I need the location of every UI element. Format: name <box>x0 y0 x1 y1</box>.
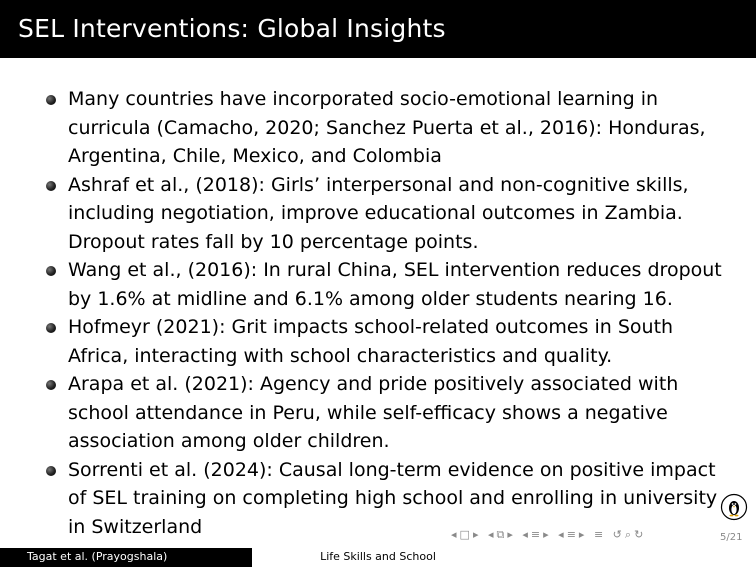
bullet-icon <box>46 95 56 105</box>
penguin-icon <box>720 493 748 521</box>
nav-doc-icon[interactable]: ≡ <box>566 528 579 541</box>
footer-author: Tagat et al. (Prayogshala) <box>0 548 252 567</box>
bullet-text: Ashraf et al., (2018): Girls’ interpersonal and non-cognitive skills, including negotiation, improve educational outcomes in Zambia. Dropout rates fall by 10 percentage points. <box>68 173 689 253</box>
nav-subsection-prev-icon[interactable]: ◂ <box>487 528 497 541</box>
nav-section-prev-icon[interactable]: ◂ <box>522 528 531 541</box>
nav-doc-prev-icon[interactable]: ◂ <box>558 528 567 541</box>
footer <box>0 548 756 567</box>
bullet-icon <box>46 466 56 476</box>
bullet-text: Many countries have incorporated socio-emotional learning in curricula (Camacho, 2020; Sanchez Puerta et al., 2016): Honduras, Argentina, Chile, Mexico, and Colombia <box>68 88 706 167</box>
bullet-text: Sorrenti et al. (2024): Causal long-term evidence on positive impact of SEL training on completing high school and enrolling in university in Switzerland <box>68 458 718 538</box>
bullet-text: Arapa et al. (2021): Agency and pride positively associated with school attendance in Peru, while self-efficacy shows a negative association among older children. <box>68 373 679 452</box>
nav-subsection-icon[interactable]: ⧉ <box>496 528 508 541</box>
bullet-item <box>44 313 734 370</box>
bullet-icon <box>46 380 56 390</box>
bullet-text: Hofmeyr (2021): Grit impacts school-related outcomes in South Africa, interacting with school characteristics and quality. <box>68 316 674 367</box>
beamer-navigation <box>451 528 646 542</box>
slide-title: SEL Interventions: Global Insights <box>18 14 446 43</box>
nav-subsection-next-icon[interactable]: ▸ <box>507 528 516 541</box>
bullet-list <box>44 85 734 541</box>
nav-forward-icon[interactable]: ↻ <box>634 528 647 541</box>
bullet-item <box>44 256 734 313</box>
nav-back-icon[interactable]: ↺ <box>612 528 625 541</box>
nav-frame-next-icon[interactable]: ▸ <box>472 528 482 541</box>
bullet-icon <box>46 181 56 191</box>
bullet-icon <box>46 323 56 333</box>
slide-title-bar <box>0 0 756 58</box>
footer-short-title: Life Skills and School <box>252 548 504 567</box>
nav-section-icon[interactable]: ≡ <box>530 528 544 541</box>
bullet-item <box>44 85 734 171</box>
bullet-item <box>44 171 734 257</box>
bullet-icon <box>46 266 56 276</box>
nav-align-icon[interactable]: ≡ <box>593 528 607 541</box>
bullet-text: Wang et al., (2016): In rural China, SEL intervention reduces dropout by 1.6% at midline and 6.1% among older students nearing 16. <box>68 259 722 310</box>
nav-frame-prev-icon[interactable]: ◂ <box>451 528 460 541</box>
footer-blank <box>504 548 756 567</box>
nav-section-next-icon[interactable]: ▸ <box>543 528 552 541</box>
bullet-item <box>44 370 734 456</box>
nav-doc-next-icon[interactable]: ▸ <box>578 528 588 541</box>
nav-search-icon[interactable]: ⌕ <box>624 528 635 541</box>
nav-frame-icon[interactable]: □ <box>459 528 473 541</box>
page-number: 5/21 <box>720 532 743 543</box>
